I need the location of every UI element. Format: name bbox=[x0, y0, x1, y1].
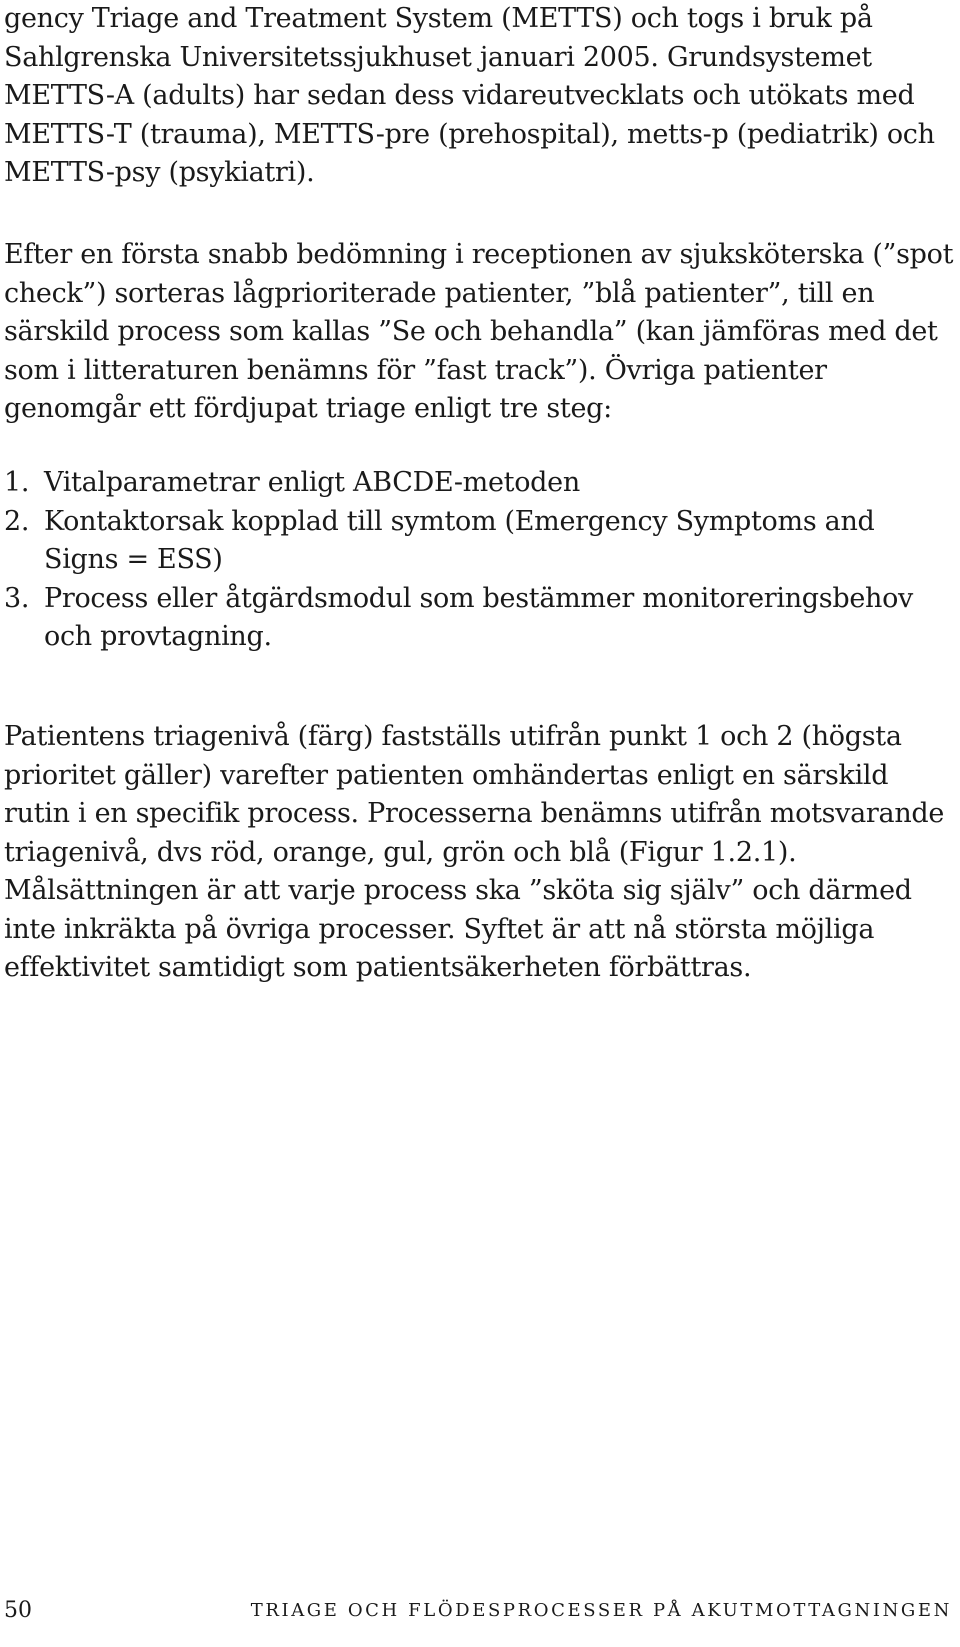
list-item bbox=[4, 464, 954, 503]
page-number: 50 bbox=[4, 1598, 32, 1623]
body-paragraph-triage-level: Patientens triagenivå (färg) fastställs utifrån punkt 1 och 2 (högsta prioritet gäller) varefter patienten omhändertas enligt en särskild rutin i en specifik process. Processerna benämns utifrån motsvarande triagenivå, dvs röd, orange, gul, grön och blå (Figur 1.2.1). Målsättningen är att varje process ska ”sköta sig själv” och därmed inte inkräkta på övriga processer. Syftet är att nå största möjliga effektivitet samtidigt som patientsäkerheten förbättras. bbox=[4, 721, 945, 983]
running-head: TRIAGE OCH FLÖDESPROCESSER PÅ AKUTMOTTAGNINGEN bbox=[250, 1600, 952, 1621]
list-item bbox=[4, 503, 954, 580]
list-item bbox=[4, 580, 954, 657]
body-paragraph-spot-check: Efter en första snabb bedömning i receptionen av sjuksköterska (”spot check”) sorteras lågprioriterade patienter, ”blå patienter”, till en särskild process som kallas ”Se och behandla” (kan jämföras med det som i litteraturen benämns för ”fast track”). Övriga patienter genomgår ett fördjupat triage enligt tre steg: bbox=[4, 239, 954, 424]
page-footer bbox=[4, 1593, 952, 1629]
list-item-text: Kontaktorsak kopplad till symtom (Emergency Symptoms and Signs = ESS) bbox=[44, 505, 875, 575]
list-item-number: 1. bbox=[4, 467, 30, 498]
list-item-text: Process eller åtgärdsmodul som bestämmer monitoreringsbehov och provtagning. bbox=[44, 582, 914, 652]
body-paragraph-metts-intro: gency Triage and Treatment System (METTS) och togs i bruk på Sahlgrenska Universitetssjukhuset januari 2005. Grundsystemet METTS-A (adults) har sedan dess vidareutvecklats och utökats med METTS-T (trauma), METTS-pre (prehospital), metts-p (pediatrik) och METTS-psy (psykiatri). bbox=[4, 3, 935, 188]
list-item-number: 3. bbox=[4, 582, 30, 614]
triage-steps-list bbox=[4, 464, 954, 657]
list-item-text: Vitalparametrar enligt ABCDE-metoden bbox=[44, 467, 580, 498]
list-item-number: 2. bbox=[4, 505, 30, 537]
